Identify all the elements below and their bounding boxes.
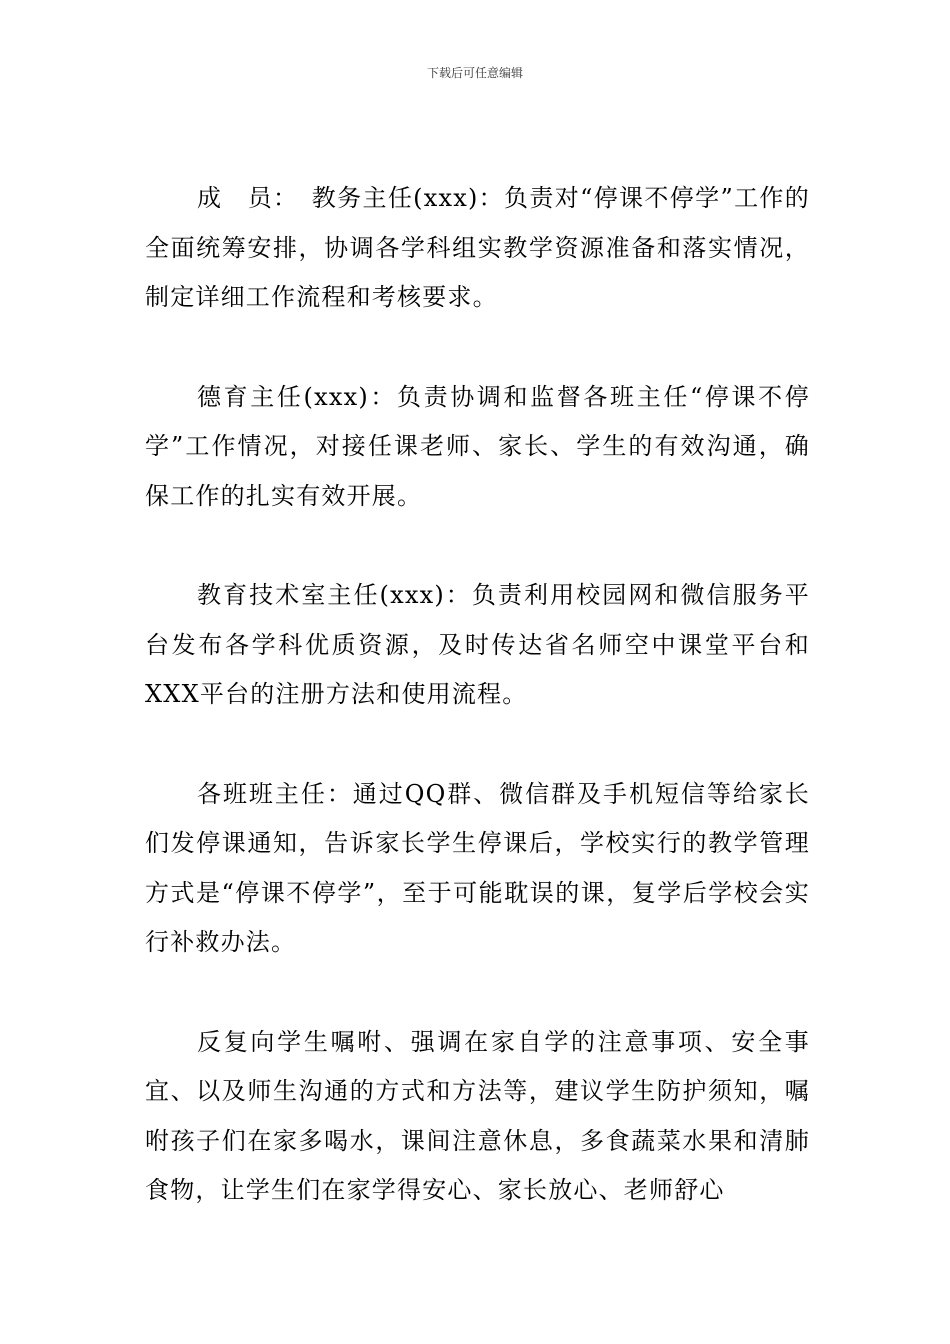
page-header: 下载后可任意编辑	[426, 66, 523, 80]
paragraph-class-teachers: 各班班主任：通过QQ群、微信群及手机短信等给家长们发停课通知，告诉家长学生停课后，学校实行的教学管理方式是“停课不停学”，至于可能耽误的课，复学后学校会实行补救办法。	[145, 779, 810, 956]
paragraph-moral-education-director: 德育主任(xxx)：负责协调和监督各班主任“停课不停学”工作情况，对接任课老师、家长、学生的有效沟通，确保工作的扎实有效开展。	[145, 382, 810, 510]
paragraph-academic-director: 成 员： 教务主任(xxx)：负责对“停课不停学”工作的全面统筹安排，协调各学科组实教学资源准备和落实情况，制定详细工作流程和考核要求。	[145, 184, 810, 311]
paragraph-tech-office-director: 教育技术室主任(xxx)：负责利用校园网和微信服务平台发布各学科优质资源，及时传达省名师空中课堂平台和XXX平台的注册方法和使用流程。	[145, 581, 810, 708]
document-body	[145, 174, 810, 1216]
paragraph-student-reminders: 反复向学生嘱咐、强调在家自学的注意事项、安全事宜、以及师生沟通的方式和方法等，建议学生防护须知，嘱咐孩子们在家多喝水，课间注意休息，多食蔬菜水果和清肺食物，让学生们在家学得安心、家长放心、老师舒心	[145, 1027, 810, 1204]
